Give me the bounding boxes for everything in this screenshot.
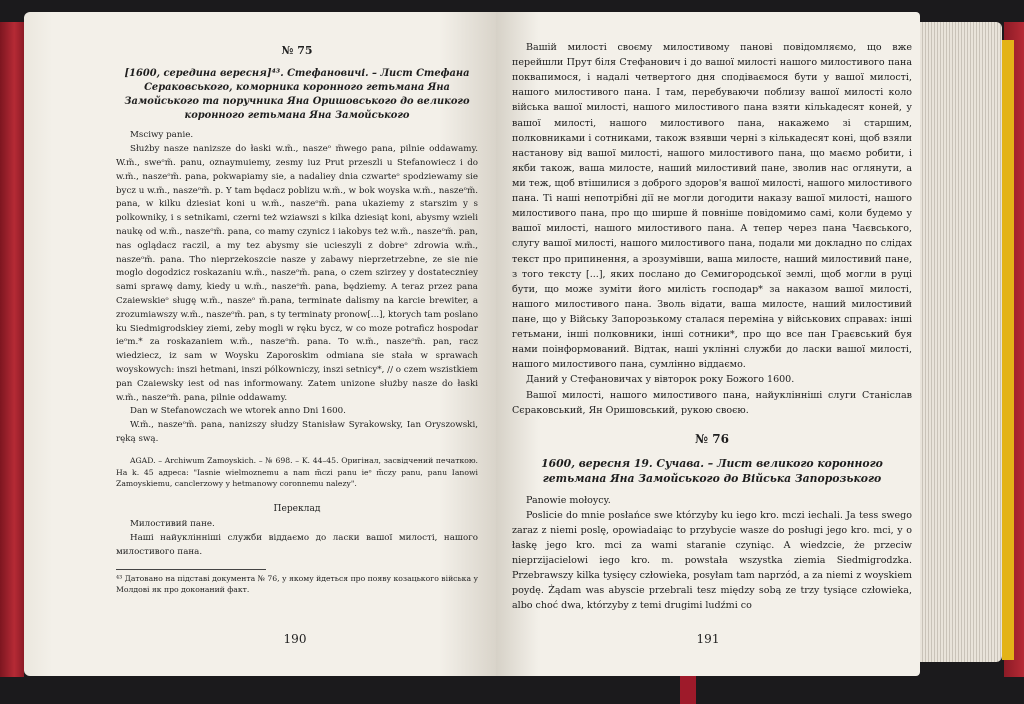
- salutation: Msciwy panie.: [130, 130, 194, 141]
- document-number: № 75: [281, 44, 313, 57]
- book-cover-left-edge: [0, 22, 24, 677]
- page-stack: [920, 22, 1002, 662]
- translation-body: Наші найуклінніші служби віддаємо до ласки вашої милості, нашого милостивого пана.: [116, 532, 478, 557]
- footnote-divider: [116, 569, 266, 570]
- footnote: ⁴³ Датовано на підставі документа № 76, у якому йдеться про появу козацького війська у Молдові як про доконаний факт.: [116, 574, 478, 595]
- letter-signature: W.m̃., naszeᵒm̃. pana, nanizszy słudzy Stanisław Syrakowsky, Ian Oryszowski, ręką swą.: [116, 420, 478, 444]
- bookmark-band: [1002, 40, 1014, 660]
- translation-continued: Вашій милості своєму милостивому панові повідомляємо, що вже перейшли Прут біля Стефанович і до вашої милості нашого милостивого пана поквапимося, і надалі четвертого дня сподіваємося бути у вашої милості, нашого милостивого пана. І там, перебуваючи поблизу вашої милості коло війська вашої милості, нашого милостивого пана взяти кільkaдесят коней, у вашої милості, нашого милостивого пана, накажемо зі старшим, полковниками і сотниками, також взявши черні з кількадесят коні, щоб взяли настанову від вашої милості, нашого милостивого пана, що маємо робити, і якби також, ваша милосте, наший милостивий пане, зволив нас оглянути, а ми теж, щоб втішилися з доброго здоров'я вашої милості, нашого милостивого пана. Ті наші непотрібні дії не могли догодити наказу вашої милості, нашого милостивого пана, про що ширше й повніше повідомимо самі, коли будемо у вашої милості, нашого милостивого пана. А тепер через пана Чаєвського, слугу вашої милості, нашого милостивого пана, подали ми докладно по слідах текст про припинення, а зрозумівши, ваша милосте, наший милостивий пане, з того тексту [...], яких послано до Семигородської землі, щоб могли в руці бути, що може зуміти його милість господар* за наказом вашої милості, нашого милостивого пана. Зволь відати, ваша милосте, наший милостивий пане, що у Війську Запорозькому сталася переміна у військових справах: інші гетьмани, інші полковники, інші сотники*, про що все пан Граєвський буя нами поінформований. Відтак, наші уклінні служби до ласки вашої милості, нашого милостивого пана, сумлінно віддаємо.: [512, 42, 912, 371]
- translation-date: Даний у Стефановичах у вівторок року Божого 1600.: [526, 374, 795, 386]
- letter-body: Służby nasze nanizsze do łaski w.m̃., naszeᵒ m̃wego pana, pilnie oddawamy. W.m̃., sweᵒm̃. panu, oznaymuiemy, zesmy iuz Prut przeszli u Stefanowiecz i do w.m̃., naszeᵒm̃. pana, pokwapiamy sie, a nadaliey dnia czwarteᵒ spodziewamy sie bycz u w.m̃., naszeᵒm̃. p. Y tam będacz poblizu w.m̃., w bok woyska w.m̃., naszeᵒm̃. pana, w kilku dziesiat koni u w.m̃., naszeᵒm̃. pana ukaziemy z starszim y s polkowniky, i s setnikami, czerni też wziawszi s kilka dziesiąt koni, abysmy wzieli naukę od w.m̃., naszeᵒm̃. pana, co mamy czynicz i iakobys też w.m̃., naszeᵒm̃. pan, nas oglądacz raczil, a my tez abysmy sie ucieszyli z dobreᵒ zdrowia w.m̃., naszeᵒm̃. pana. Tho nieprzekoszcie nasze y zabawy nieprzetrzebne, ze sie nie moglo dogodzicz roskazaniu w.m̃., naszeᵒm̃. pana, o czem szirzey y dostateczniey sami sprawę damy, kiedy u w.m̃., naszeᵒm̃. pana, będziemy. A teraz przez pana Czaiewskieᵒ sługę w.m̃., naszeᵒ m̃.pana, terminate dalismy na karcie brewiter, a zrozumiawszy w.m̃., naszeᵒm̃. pan, s ty terminaty pronow[...], ktorych tam poslano ku Siedmigrodskiey ziemi, zeby mogli w ręku bycz, w co moze potraficz hospodar ieᵒm.* za roskazaniem w.m̃., naszeᵒm̃. pana. To w.m̃., naszeᵒm̃. pan, racz wiedziecz, iz sam w Woysku Zaporoskim odmiana sie stała w sprawach woyskowych: inszi hetmani, inszi pólkowniczy, inszi setnicy*, // o czem wszistkiem pan Czaiewsky iest od nas informowany. Zatem unizone służby nasze do łaski w.m̃., naszeᵒm̃. pana, pilnie oddawamy.: [116, 144, 478, 403]
- translation-signature: Вашої милості, нашого милостивого пана, найуклінніші слуги Станіслав Сєраковський, Ян Оришовський, рукою своєю.: [512, 389, 912, 416]
- letter-body-76: Poslicie do mnie posłańce swe którzyby ku iego kro. mczi iechali. Ja tess swego zaraz z niemi poslę, opowiadaiąc to przybycie wasze do posługi jego kro. mci, y o łaskę jego kro. mci za wami staranie czyniąc. A wiedzcie, że przeciw nieprzijacielowi iego kro. m. powstała wszystka ziemia Siedmigrodzka. Przebrawszy kilka tysięcy człowieka, posyłam tam naprzód, a za niemi z woyskiem poydę. Żądam was abyscie przebrali tesz między sobą ze trzy tysiące człowieka, albo choć dwa, którzyby z temi drugimi ludźmi co: [512, 509, 912, 612]
- letter-date: Dan w Stefanowczach we wtorek anno Dni 1600.: [130, 406, 346, 417]
- translation-salutation: Милостивий пане.: [130, 519, 215, 530]
- left-page: [24, 12, 496, 676]
- letter-salutation-76: Panowie mołoycy.: [526, 494, 611, 506]
- page-number-left: 190: [283, 632, 307, 646]
- document-number-76: № 76: [695, 431, 729, 446]
- document-heading-76: 1600, вересня 19. Сучава. – Лист великого коронного гетьмана Яна Замойського до Війська Запорозького: [541, 456, 883, 486]
- source-note: AGAD. – Archiwum Zamoyskich. – № 698. – K. 44–45. Оригінал, засвідчений печаткою. На k. 45 адреса: "Iasnie wielmoznemu a nam m̃czi panu ieᵒ m̃czy panu, panu Ianowi Zamoyskiemu, canclerzowy y hetmanowy coronnemu nalezy".: [116, 455, 478, 489]
- page-number-right: 191: [696, 632, 720, 646]
- document-heading: [1600, середина вересня]⁴³. Стефановичі. – Лист Стефана Сераковського, коморника коронного гетьмана Яна Замойського та поручника Яна Оришовського до великого коронного гетьмана Яна Замойського: [124, 68, 470, 122]
- bookmark-ribbon: [680, 676, 696, 704]
- right-page: [496, 12, 920, 676]
- translation-title: Переклад: [273, 504, 321, 515]
